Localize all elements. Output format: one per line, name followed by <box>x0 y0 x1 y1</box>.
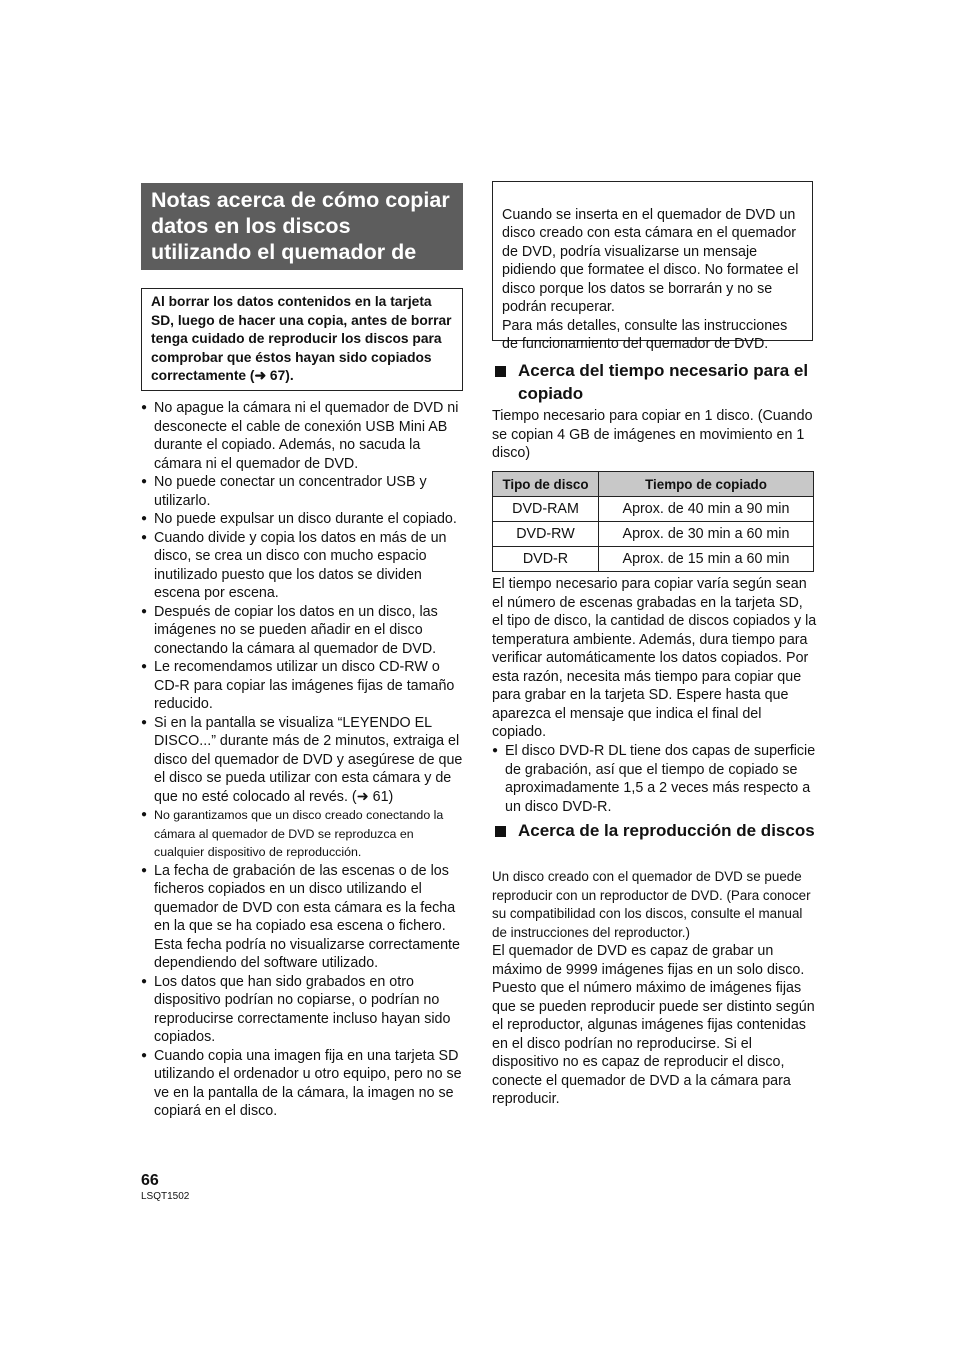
list-item: ● No puede expulsar un disco durante el copiado. <box>141 510 466 529</box>
copy-time-table <box>492 471 814 572</box>
warning-box: Al borrar los datos contenidos en la tarjeta SD, luego de hacer una copia, antes de borrar tenga cuidado de reproducir los discos para comprobar que éstos hayan sido copiados correctamente (➜ 67). <box>141 288 463 391</box>
list-item: ● Le recomendamos utilizar un disco CD-RW o CD-R para copiar las imágenes fijas de tamaño reducido. <box>141 658 466 714</box>
table-cell: DVD-R <box>493 547 599 572</box>
format-note-box <box>492 181 813 352</box>
section-heading-copy-time: Acerca del tiempo necesario para el copiado <box>492 360 817 405</box>
format-note-text: Cuando se inserta en el quemador de DVD un disco creado con esta cámara en el quemador de DVD, podría visualizarse un mensaje pidiendo que formatee el disco. No formatee el disco porque los datos se borrarán y no se podrán recuperar. Para más detalles, consulte las instrucciones de funcionamiento del quemador de DVD. <box>502 206 799 352</box>
table-cell: DVD-RW <box>493 522 599 547</box>
document-code: LSQT1502 <box>141 1191 190 1202</box>
playback-body-1: Un disco creado con el quemador de DVD se puede reproducir con un reproductor de DVD. (Para conocer su compatibilidad con los discos, consulte el manual de instrucciones del reproductor.) <box>492 869 811 940</box>
table-row <box>493 497 814 522</box>
list-item: ● Si en la pantalla se visualiza “LEYENDO EL DISCO...” durante más de 2 minutos, extraiga el disco del quemador de DVD y asegúrese de que el disco se pueda utilizar con esta cámara y de que no esté colocado al revés. (➜ 61) <box>141 714 466 807</box>
copy-time-body: El tiempo necesario para copiar varía según sean el número de escenas grabadas en la tarjeta SD, el tipo de disco, la cantidad de discos copiados y la temperatura ambiente. Además, dura tiempo para verificar automáticamente los datos copiados. Por esta razón, necesita más tiempo para copiar que para grabar en la tarjeta SD. Espere hasta que aparezca el mensaje que indica el final del copiado. <box>492 576 817 740</box>
list-item: ● No garantizamos que un disco creado conectando la cámara al quemador de DVD se reproduzca en cualquier dispositivo de reproducción. <box>141 806 466 862</box>
table-cell: Aprox. de 40 min a 90 min <box>599 497 814 522</box>
page-title: Notas acerca de cómo copiar datos en los discos utilizando el quemador de DVD <box>141 183 463 270</box>
table-header-row <box>493 472 814 497</box>
table-cell: Aprox. de 30 min a 60 min <box>599 522 814 547</box>
dvd-r-dl-note: ● El disco DVD-R DL tiene dos capas de superficie de grabación, así que el tiempo de copiado se aproximadamente 1,5 a 2 veces más respecto a un disco DVD-R. <box>492 742 817 816</box>
playback-body-2: El quemador de DVD es capaz de grabar un máximo de 9999 imágenes fijas en un solo disco. Puesto que el número máximo de imágenes fijas que se pueden reproducir puede ser distinto según el reproductor, algunas imágenes fijas contenidas en el disco podrían no reproducirse. Si el dispositivo no es capaz de reproducir el disco, conecte el quemador de DVD a la cámara para reproducir. <box>492 943 815 1107</box>
page-number: 66 <box>141 1172 159 1189</box>
table-row <box>493 547 814 572</box>
table-cell: DVD-RAM <box>493 497 599 522</box>
table-header: Tipo de disco <box>493 472 599 497</box>
list-item: ● Cuando divide y copia los datos en más de un disco, se crea un disco con mucho espacio inutilizado puesto que los datos se dividen escena por escena. <box>141 529 466 603</box>
list-item: ● Después de copiar los datos en un disco, las imágenes no se pueden añadir en el disco conectando la cámara al quemador de DVD. <box>141 603 466 659</box>
list-item: ● La fecha de grabación de las escenas o de los ficheros copiados en un disco utilizando el quemador de DVD con esta cámara es la fecha en la que se ha copiado esa escena o fichero. Esta fecha podría no visualizarse correctamente dependiendo del software utilizado. <box>141 862 466 973</box>
list-item: ● No puede conectar un concentrador USB y utilizarlo. <box>141 473 466 510</box>
table-header: Tiempo de copiado <box>599 472 814 497</box>
table-cell: Aprox. de 15 min a 60 min <box>599 547 814 572</box>
list-item: ● No apague la cámara ni el quemador de DVD ni desconecte el cable de conexión USB Mini AB durante el copiado. Además, no sacuda la cámara ni el quemador de DVD. <box>141 399 466 473</box>
table-row <box>493 522 814 547</box>
notes-list <box>141 399 466 1121</box>
square-bullet-icon <box>495 366 506 377</box>
list-item: ● Los datos que han sido grabados en otro dispositivo podrían no copiarse, o podrían no reproducirse correctamente incluso hayan sido copiados. <box>141 973 466 1047</box>
copy-time-intro: Tiempo necesario para copiar en 1 disco. (Cuando se copian 4 GB de imágenes en movimiento en 1 disco) <box>492 408 813 461</box>
section-heading-playback: Acerca de la reproducción de discos <box>492 820 817 843</box>
list-item: ● Cuando copia una imagen fija en una tarjeta SD utilizando el ordenador u otro equipo, pero no se ve en la pantalla de la cámara, la imagen no se copiará en el disco. <box>141 1047 466 1121</box>
square-bullet-icon <box>495 826 506 837</box>
